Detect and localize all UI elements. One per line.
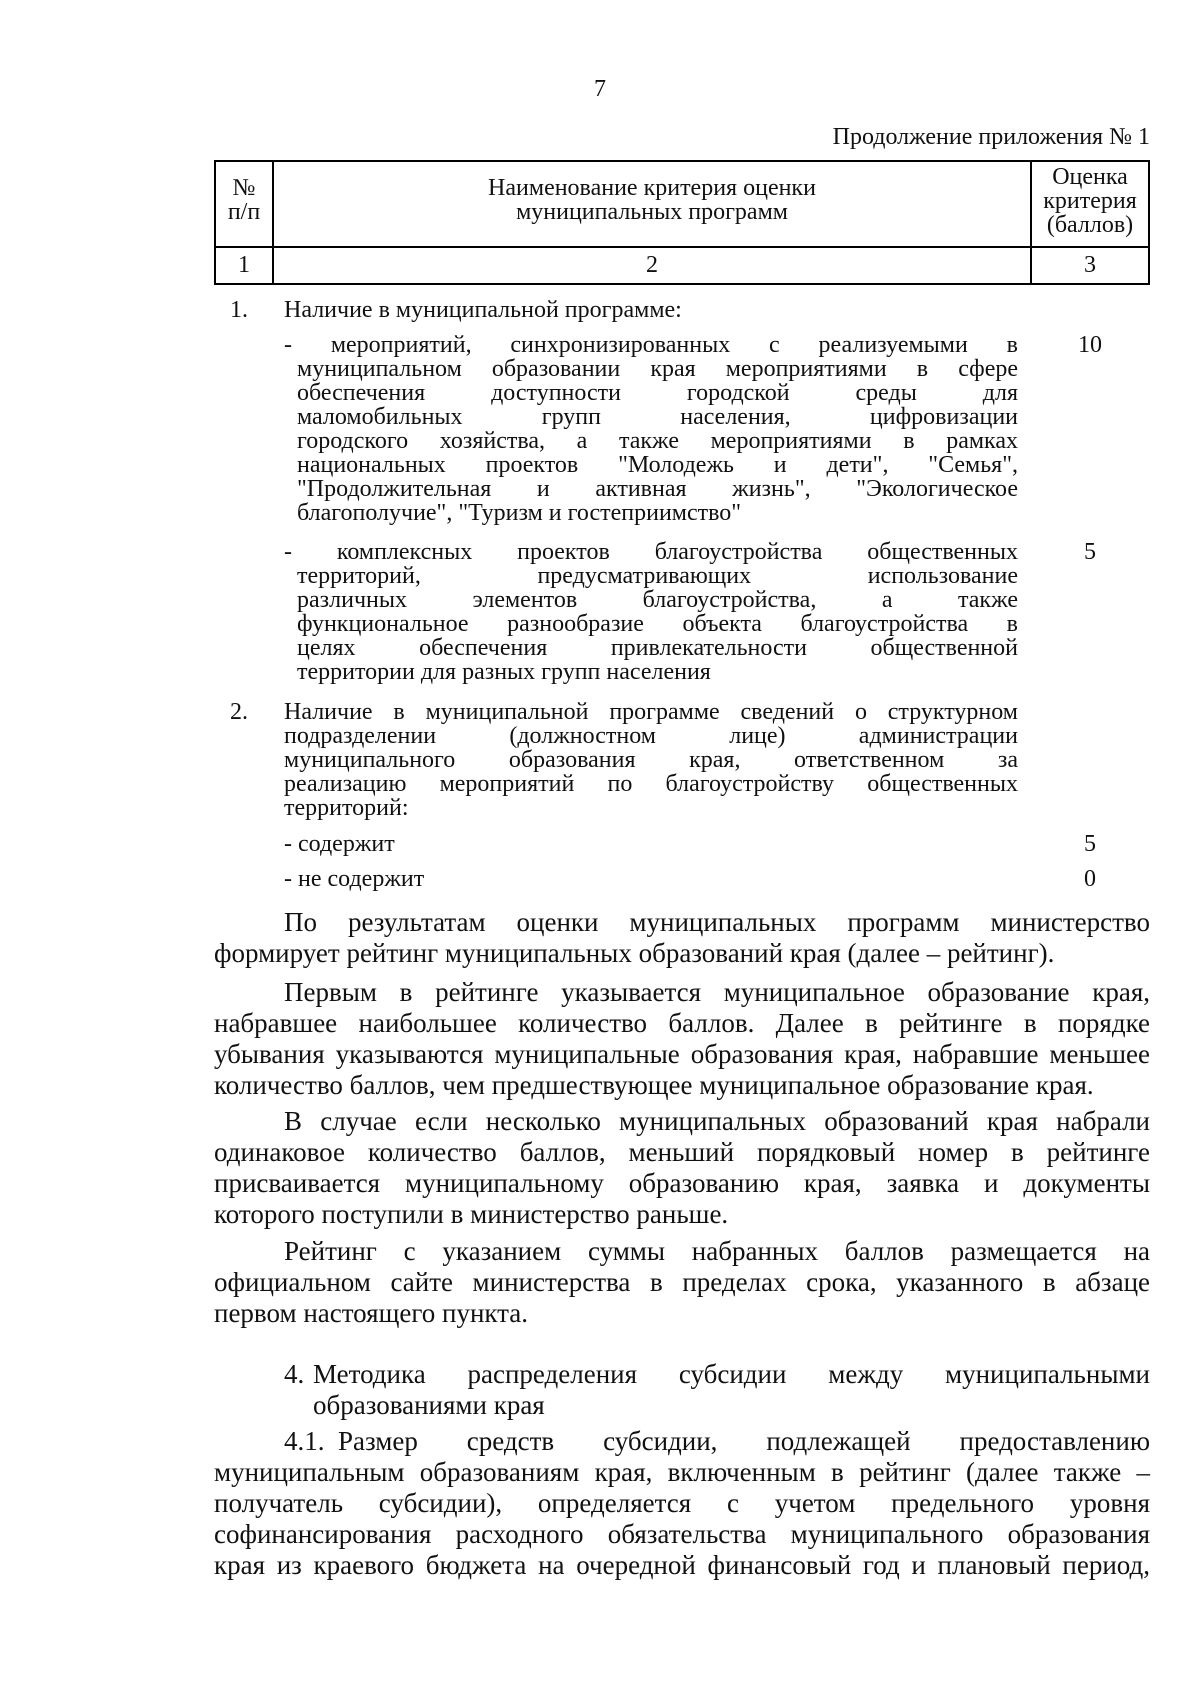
option-contains: - содержит (284, 831, 395, 857)
page-number: 7 (594, 76, 606, 102)
option-not-contains: - не содержит (284, 866, 425, 892)
paragraph-publication: Рейтинг с указанием суммы набранных баллов размещается на официальном сайте министерства в пределах срока, указанного в абзаце первом настоящего пункта. (214, 1236, 1150, 1328)
criterion-1-item-2-score: 5 (1084, 539, 1096, 565)
continuation-note: Продолжение приложения № 1 (832, 124, 1150, 150)
criterion-1-item-2: - комплексных проектов благоустройства общественных территорий, предусматривающих использование различных элементов благоустройства, а также функциональное разнообразие объекта благоустройства в целях обеспечения привлекательности общественной территории для разных групп населения (284, 539, 1018, 685)
subsection-4-1-number: 4.1. (284, 1426, 325, 1456)
header-name: Наименование критерия оценки муниципальных программ (488, 175, 816, 225)
paragraph-rating: По результатам оценки муниципальных программ министерство формирует рейтинг муниципальных образований края (далее – рейтинг). (214, 907, 1150, 968)
criterion-2-number: 2. (230, 699, 248, 725)
header-score: Оценка критерия (баллов) (1043, 164, 1137, 238)
option-contains-score: 5 (1084, 831, 1096, 857)
criterion-1-title: Наличие в муниципальной программе: (284, 297, 682, 323)
option-not-contains-score: 0 (1084, 866, 1096, 892)
header-num: № п/п (227, 175, 261, 225)
col-number-2: 2 (646, 252, 658, 278)
paragraph-ranking-order: Первым в рейтинге указывается муниципальное образование края, набравшее наибольшее количество баллов. Далее в рейтинге в порядке убывания указываются муниципальные образования края, набравшие меньшее количество баллов, чем предшествующее муниципальное образование края. (214, 977, 1150, 1100)
criterion-1-item-1-score: 10 (1078, 332, 1102, 358)
section-4-number: 4. (284, 1359, 305, 1389)
subsection-4-1-text: Размер средств субсидии, подлежащей предоставлению муниципальным образованиям края, включенным в рейтинг (далее также – получатель субсидии), определяется с учетом предельного уровня софинансирования расходного обязательства муниципального образования края из краевого бюджета на очередной финансовый год и плановый период, (214, 1426, 1150, 1580)
criterion-1-item-1: - мероприятий, синхронизированных с реализуемыми в муниципальном образовании края мероприятиями в сфере обеспечения доступности городской среды для маломобильных групп населения, цифровизации городского хозяйства, а также мероприятиями в рамках национальных проектов "Молодежь и дети", "Семья", "Продолжительная и активная жизнь", "Экологическое благополучие", "Туризм и гостеприимство" (284, 332, 1018, 526)
criterion-1-number: 1. (230, 297, 248, 323)
paragraph-equal-scores: В случае если несколько муниципальных образований края набрали одинаковое количество баллов, меньший порядковый номер в рейтинге присваивается муниципальному образованию края, заявка и документы которого поступили в министерство раньше. (214, 1106, 1150, 1229)
criterion-2-title: Наличие в муниципальной программе сведений о структурном подразделении (должностном лице) администрации муниципального образования края, ответственном за реализацию мероприятий по благоустройству общественных территорий: (284, 699, 1018, 821)
section-4-title: Методика распределения субсидии между муниципальными образованиями края (313, 1359, 1150, 1420)
col-number-1: 1 (238, 252, 250, 278)
col-number-3: 3 (1084, 252, 1096, 278)
